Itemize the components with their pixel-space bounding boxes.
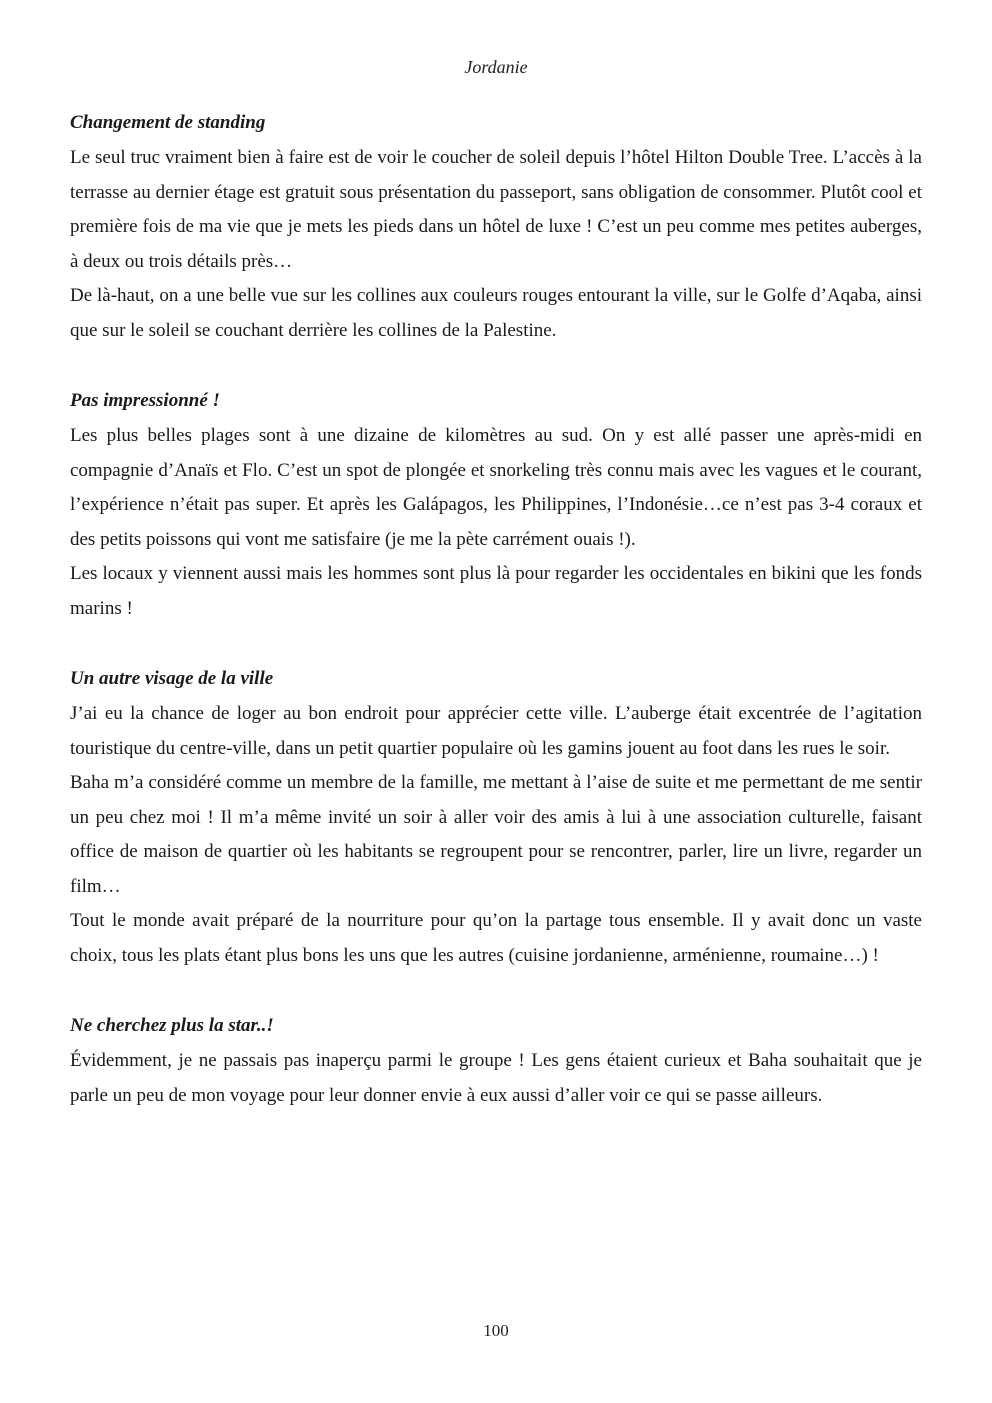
paragraph: Les locaux y viennent aussi mais les hommes sont plus là pour regarder les occidentales en bikini que les fonds marins ! (70, 563, 922, 619)
paragraph: Évidemment, je ne passais pas inaperçu parmi le groupe ! Les gens étaient curieux et Baha souhaitait que je parle un peu de mon voyage pour leur donner envie à eux aussi d’aller voir ce qui se passe ailleurs. (70, 1050, 922, 1106)
section-un-autre-visage-de-la-ville (70, 662, 922, 973)
running-header: Jordanie (464, 57, 528, 77)
paragraph: Baha m’a considéré comme un membre de la famille, me mettant à l’aise de suite et me permettant de me sentir un peu chez moi ! Il m’a même invité un soir à aller voir des amis à lui à une association culturelle, faisant office de maison de quartier où les habitants se regroupent pour se rencontrer, parler, lire un livre, regarder un film… (70, 772, 922, 897)
paragraph: De là-haut, on a une belle vue sur les collines aux couleurs rouges entourant la ville, sur le Golfe d’Aqaba, ainsi que sur le soleil se couchant derrière les collines de la Palestine. (70, 285, 922, 341)
paragraph: J’ai eu la chance de loger au bon endroit pour apprécier cette ville. L’auberge était excentrée de l’agitation touristique du centre-ville, dans un petit quartier populaire où les gamins jouent au foot dans les rues le soir. (70, 703, 922, 759)
section-heading: Pas impressionné ! (70, 390, 220, 411)
paragraph: Les plus belles plages sont à une dizaine de kilomètres au sud. On y est allé passer une après-midi en compagnie d’Anaïs et Flo. C’est un spot de plongée et snorkeling très connu mais avec les vagues et le courant, l’expérience n’était pas super. Et après les Galápagos, les Philippines, l’Indonésie…ce n’est pas 3-4 coraux et des petits poissons qui vont me satisfaire (je me la pète carrément ouais !). (70, 425, 922, 550)
paragraph: Tout le monde avait préparé de la nourriture pour qu’on la partage tous ensemble. Il y avait donc un vaste choix, tous les plats étant plus bons les uns que les autres (cuisine jordanienne, arménienne, roumaine…) ! (70, 910, 922, 966)
section-heading: Changement de standing (70, 112, 266, 133)
page-number: 100 (483, 1321, 509, 1340)
section-heading: Un autre visage de la ville (70, 668, 274, 689)
paragraph: Le seul truc vraiment bien à faire est de voir le coucher de soleil depuis l’hôtel Hilton Double Tree. L’accès à la terrasse au dernier étage est gratuit sous présentation du passeport, sans obligation de consommer. Plutôt cool et première fois de ma vie que je mets les pieds dans un hôtel de luxe ! C’est un peu comme mes petites auberges, à deux ou trois détails près… (70, 147, 922, 272)
page-content (0, 106, 992, 1113)
section-ne-cherchez-plus-la-star (70, 1009, 922, 1113)
section-heading: Ne cherchez plus la star..! (70, 1015, 274, 1036)
section-changement-de-standing (70, 106, 922, 348)
section-pas-impressionne (70, 384, 922, 626)
